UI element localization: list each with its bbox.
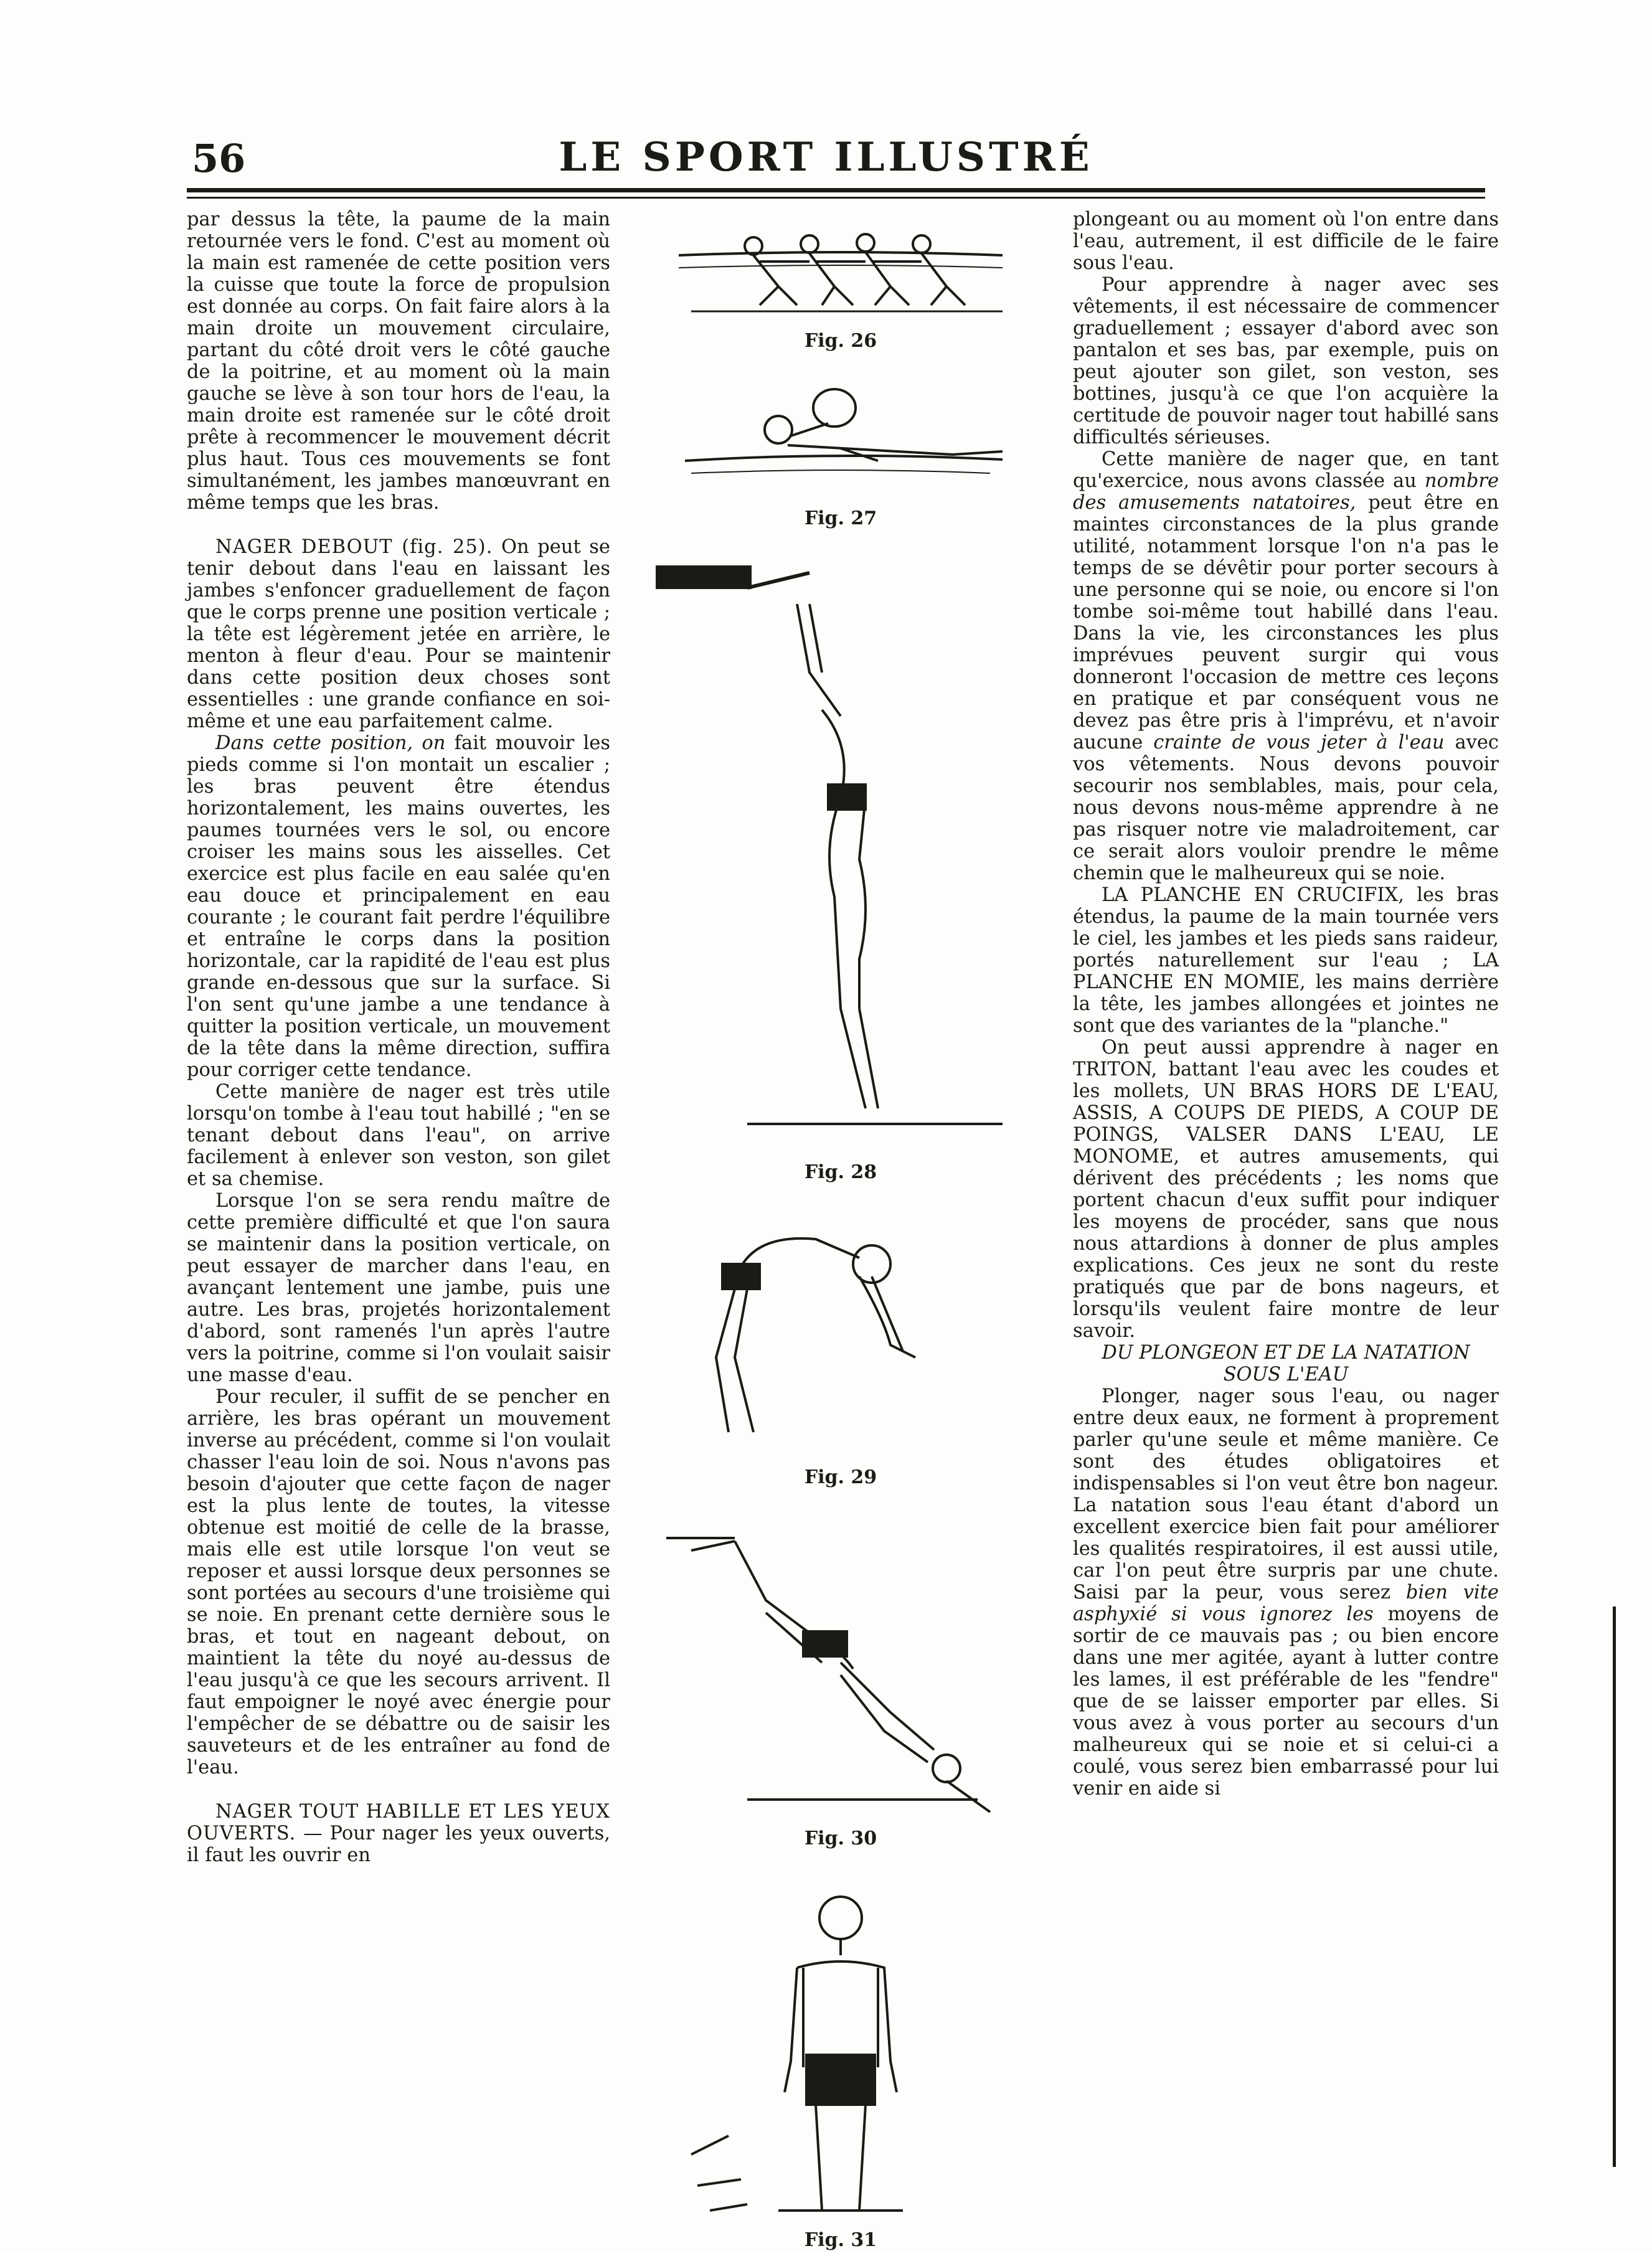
vertical-diver-illustration bbox=[654, 560, 1027, 1140]
paragraph-text: peut être en maintes circonstances de la plus grande utilité, notamment lorsque l'on n'a pas le temps de se dévêtir pour porter secours à une personne qui se noie, ou encore si l'on tombe soi-même tout habillé dans l'eau. Dans la vie, les circonstances les plus imprévues peuvent surgir qui vous donneront l'occasion de mettre ces leçons en pratique et par conséquent vous ne devez pas être pris à l'imprévu, et n'avoir aucune bbox=[1073, 492, 1499, 753]
paragraph: On peut aussi apprendre à nager en TRITON, battant l'eau avec les coudes et les mollets, UN BRAS HORS DE L'EAU, ASSIS, A COUPS DE PIEDS, A COUP DE POINGS, VALSER DANS L'EAU, LE MONOME, et autres amusements, qui dérivent des précédents ; les noms que portent chacun d'eux suffit pour indiquer les moyens de procéder, sans que nous nous attardions à donner de plus amples explications. Ces jeux ne sont du reste pratiqués que par de bons nageurs, et lorsqu'ils veulent faire montre de leur savoir. bbox=[1073, 1037, 1499, 1342]
emphasis: Dans cette position, on bbox=[215, 732, 446, 754]
diagonal-diver-illustration bbox=[654, 1526, 1027, 1818]
section-heading-text: DU PLONGEON ET DE LA NATATION SOUS L'EAU bbox=[1102, 1342, 1470, 1385]
paragraph: par dessus la tête, la paume de la main retournée vers le fond. C'est au moment où la main est ramenée de cette position vers la cuisse que toute la force de propulsion est donnée au corps. On fait faire alors à la main droite un mouvement circulaire, partant du côté droit vers le côté gauche de la poitrine, et au moment où la main gauche se lève à son tour hors de l'eau, la main droite est ramenée sur le côté droit prête à recommencer le mouvement décrit plus haut. Tous ces mouvements se font simultanément, les jambes manœuvrant en même temps que les bras. bbox=[187, 209, 610, 514]
swimmers-chain-illustration bbox=[654, 218, 1027, 318]
section-heading bbox=[1073, 1342, 1499, 1385]
figure-30-illustration bbox=[654, 1526, 1027, 1818]
figure-caption: Fig. 27 bbox=[804, 507, 877, 529]
emphasis: nombre des amusements natatoires, bbox=[1073, 470, 1499, 514]
paragraph bbox=[1073, 448, 1499, 884]
figure-27-illustration bbox=[654, 386, 1027, 486]
header-rule-thin bbox=[187, 197, 1485, 199]
figure-caption: Fig. 26 bbox=[804, 330, 877, 352]
header-rule bbox=[187, 188, 1485, 192]
paragraph-text: moyens de sortir de ce mauvais pas ; ou bien encore dans une mer agitée, ayant à lutter contre les lames, il est préférable de les "fendre" que de se laisser emporter par elles. Si vous avez à vous porter au secours d'un malheureux qui se noie et si celui-ci a coulé, vous serez bien embarrassé pour lui venir en aide si bbox=[1073, 1603, 1499, 1800]
subheading: NAGER DEBOUT (fig. 25). bbox=[215, 536, 493, 558]
journal-title: LE SPORT ILLUSTRÉ bbox=[559, 134, 1093, 181]
page-edge-line bbox=[1613, 1607, 1616, 2167]
paragraph-text: fait mouvoir les pieds comme si l'on montait un escalier ; les bras peuvent être étendus horizontalement, les mains ouvertes, les paumes tournées vers le sol, ou encore croiser les mains sous les aisselles. Cet exercice est plus facile en eau salée qu'en eau douce et principalement en eau courante ; le courant fait perdre l'équilibre et entraîne le corps dans la position horizontale, car la rapidité de l'eau est plus grande en-dessous que sur la surface. Si l'on sent qu'une jambe a une tendance à quitter la position verticale, un mouvement de la tête dans la même direction, suffira pour corriger cette tendance. bbox=[187, 732, 610, 1081]
left-column bbox=[187, 209, 610, 1866]
figure-column bbox=[623, 205, 1059, 2251]
figure-28-illustration bbox=[654, 560, 1027, 1140]
right-column bbox=[1073, 209, 1499, 1800]
figure-caption: Fig. 28 bbox=[804, 1161, 877, 1183]
paragraph bbox=[187, 536, 610, 732]
subheading: NAGER TOUT HABILLE ET LES YEUX OUVERTS. bbox=[187, 1801, 610, 1844]
paragraph bbox=[187, 1801, 610, 1866]
swimmer-with-ball-illustration bbox=[654, 386, 1027, 486]
paragraph-text: Cette manière de nager que, en tant qu'exercice, nous avons classée au bbox=[1073, 448, 1499, 492]
paragraph: Cette manière de nager est très utile lorsqu'on tombe à l'eau tout habillé ; "en se tenant debout dans l'eau", on arrive facilement à enlever son veston, son gilet et sa chemise. bbox=[187, 1081, 610, 1190]
emphasis: bien vite asphyxié si vous ignorez les bbox=[1073, 1582, 1499, 1625]
paragraph: Lorsque l'on se sera rendu maître de cette première difficulté et que l'on saura se maintenir dans la position verticale, on peut essayer de marcher dans l'eau, en avançant lentement une jambe, puis une autre. Les bras, projetés horizontalement d'abord, sont ramenés l'un après l'autre vers la poitrine, comme si l'on voulait saisir une masse d'eau. bbox=[187, 1190, 610, 1386]
standing-man-illustration bbox=[654, 1887, 1027, 2223]
figure-31-illustration bbox=[654, 1887, 1027, 2223]
figure-caption: Fig. 30 bbox=[804, 1828, 877, 1849]
bent-diver-illustration bbox=[654, 1208, 1027, 1451]
paragraph-text: Plonger, nager sous l'eau, ou nager entre deux eaux, ne forment à proprement parler qu'une seule et même manière. Ce sont des études obligatoires et indispensables si l'on veut être bon nageur. La natation sous l'eau étant d'abord un excellent exercice bien fait pour améliorer les qualités respiratoires, il est aussi utile, car l'on peut être surpris par une chute. Saisi par la peur, vous serez bbox=[1073, 1385, 1499, 1603]
figure-caption: Fig. 29 bbox=[804, 1466, 877, 1488]
figure-caption: Fig. 31 bbox=[804, 2229, 877, 2251]
paragraph-text: On peut se tenir debout dans l'eau en laissant les jambes s'enfoncer graduellement de façon que le corps prenne une position verticale ; la tête est légèrement jetée en arrière, le menton à fleur d'eau. Pour se maintenir dans cette position deux choses sont essentielles : une grande confiance en soi-même et une eau parfaitement calme. bbox=[187, 536, 610, 732]
paragraph: LA PLANCHE EN CRUCIFIX, les bras étendus, la paume de la main tournée vers le ciel, les jambes et les pieds sans raideur, portés naturellement sur l'eau ; LA PLANCHE EN MOMIE, les mains derrière la tête, les jambes allongées et jointes ne sont que des variantes de la "planche." bbox=[1073, 884, 1499, 1037]
paragraph: plongeant ou au moment où l'on entre dans l'eau, autrement, il est difficile de le faire sous l'eau. bbox=[1073, 209, 1499, 274]
figure-26-illustration bbox=[654, 218, 1027, 318]
paragraph-text: avec vos vêtements. Nous devons pouvoir secourir nos semblables, mais, pour cela, nous devons nous-même apprendre à ne pas risquer notre vie maladroitement, car ce serait alors vouloir prendre le même chemin que le malheureux qui se noie. bbox=[1073, 732, 1499, 884]
paragraph: Pour reculer, il suffit de se pencher en arrière, les bras opérant un mouvement inverse au précédent, comme si l'on voulait chasser l'eau loin de soi. Nous n'avons pas besoin d'ajouter que cette façon de nager est la plus lente de toutes, la vitesse obtenue est moitié de celle de la brasse, mais elle est utile lorsque l'on veut se reposer et aussi lorsque deux personnes se sont portées au secours d'une troisième qui se noie. En prenant cette dernière sous le bras, et tout en nageant debout, on maintient la tête du noyé au-dessus de l'eau jusqu'à ce que les secours arrivent. Il faut empoigner le noyé avec énergie pour l'empêcher de se débattre ou de saisir les sauveteurs et de les entraîner au fond de l'eau. bbox=[187, 1386, 610, 1778]
figure-29-illustration bbox=[654, 1208, 1027, 1451]
paragraph-text: — Pour nager les yeux ouverts, il faut les ouvrir en bbox=[187, 1823, 610, 1866]
paragraph: Pour apprendre à nager avec ses vêtements, il est nécessaire de commencer graduellement ; essayer d'abord avec son pantalon et ses bas, par exemple, puis on peut ajouter son gilet, son veston, ses bottines, jusqu'à ce que l'on acquière la certitude de pouvoir nager tout habillé sans difficultés sérieuses. bbox=[1073, 274, 1499, 448]
page-number: 56 bbox=[192, 136, 246, 181]
emphasis: crainte de vous jeter à l'eau bbox=[1153, 732, 1445, 753]
paragraph bbox=[187, 732, 610, 1081]
paragraph bbox=[1073, 1385, 1499, 1800]
